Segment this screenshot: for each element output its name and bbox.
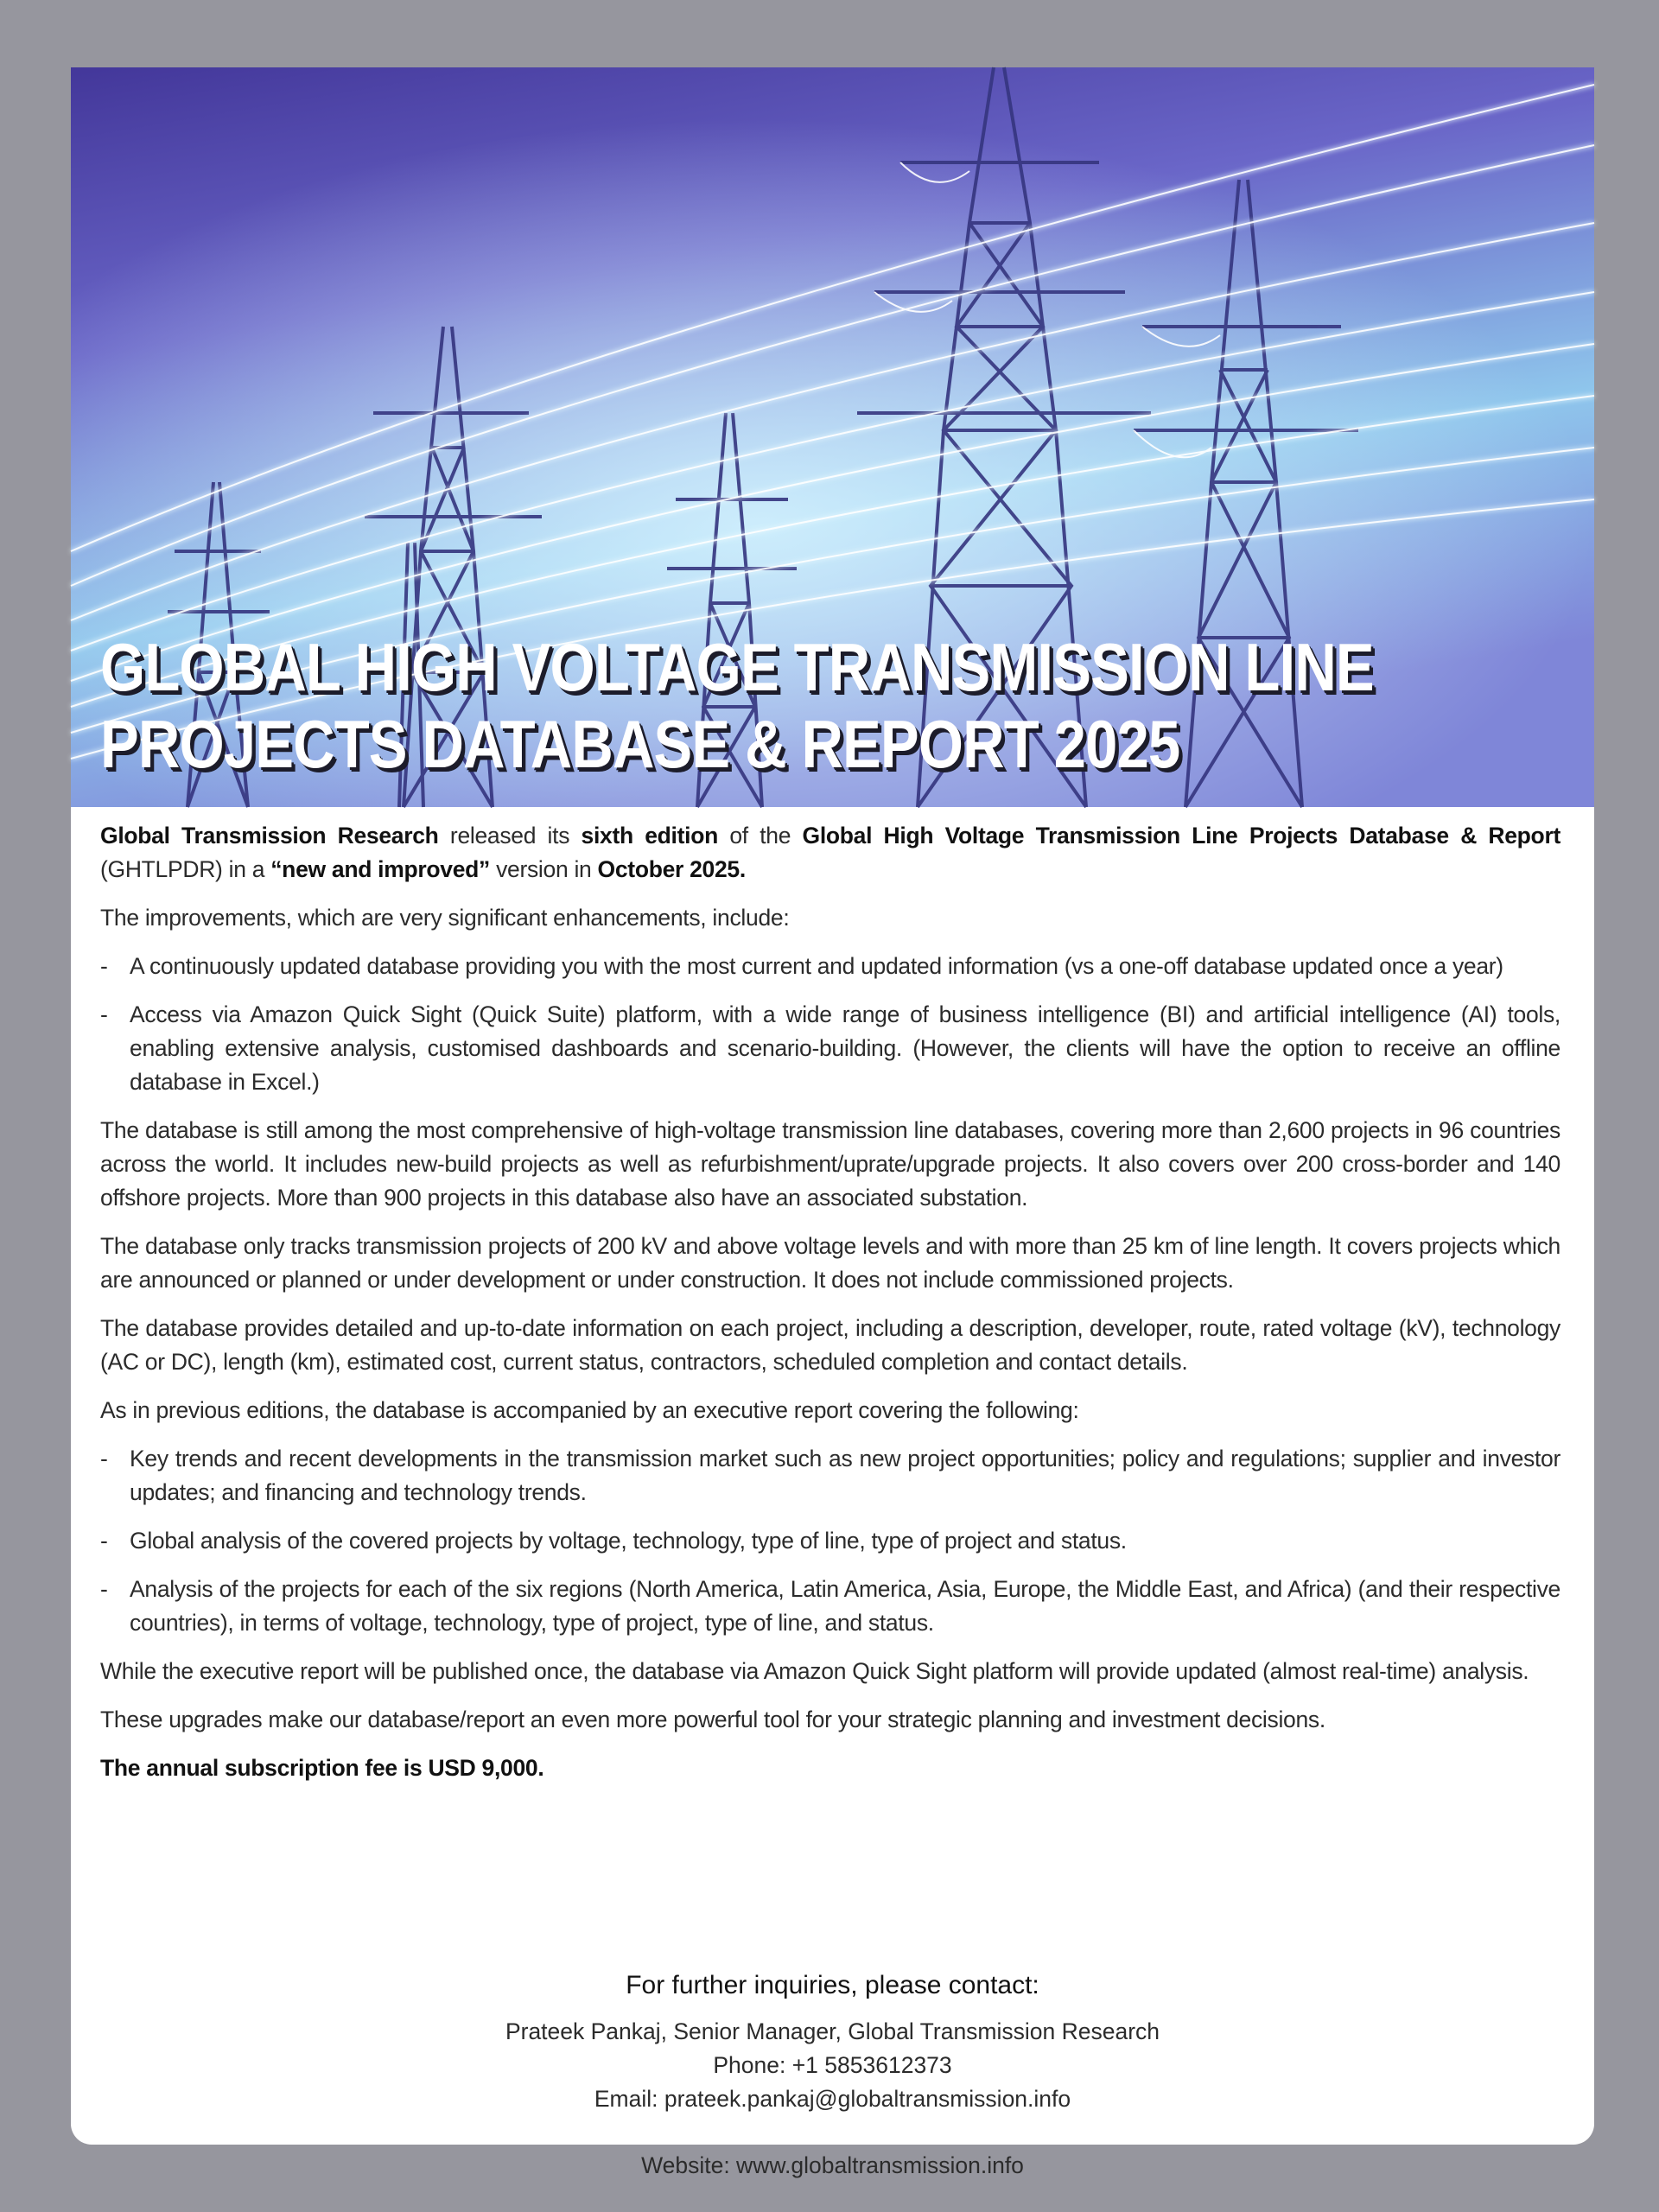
contact-name: Prateek Pankaj, Senior Manager, Global Transmission Research (505, 2018, 1160, 2044)
flyer-card (71, 67, 1594, 2178)
contact-section (71, 1968, 1594, 2183)
subscription-fee: The annual subscription fee is USD 9,000. (100, 1755, 544, 1781)
edition: sixth edition (581, 823, 718, 849)
list-item: - Key trends and recent developments in the transmission market such as new project opportunities; policy and regulations; supplier and investor updates; and financing and technology trends. (100, 1442, 1560, 1510)
paragraph: The database provides detailed and up-to-date information on each project, including a description, developer, route, rated voltage (kV), technology (AC or DC), length (km), estimated cost, current status, contractors, scheduled completion and contact details. (100, 1315, 1560, 1375)
list-item: - Analysis of the projects for each of the six regions (North America, Latin America, Asia, Europe, the Middle East, and Africa) (and their respective countries), in terms of voltage, technology, type of project, type of line, and status. (100, 1573, 1560, 1640)
release-date: October 2025. (597, 856, 746, 882)
improved-phrase: “new and improved” (270, 856, 490, 882)
hero-title (100, 629, 1374, 783)
paragraph: The database only tracks transmission projects of 200 kV and above voltage levels and with more than 25 km of line length. It covers projects which are announced or planned or under development or under construction. It does not include commissioned projects. (100, 1233, 1560, 1293)
body-text (100, 819, 1560, 1800)
hero-title-line2: PROJECTS DATABASE & REPORT 2025 (100, 706, 1180, 782)
report-name: Global High Voltage Transmission Line Projects Database & Report (802, 823, 1560, 849)
paragraph: As in previous editions, the database is accompanied by an executive report covering the following: (100, 1397, 1079, 1423)
hero-title-line1: GLOBAL HIGH VOLTAGE TRANSMISSION LINE (100, 629, 1374, 705)
website-link[interactable]: Website: www.globaltransmission.info (641, 2152, 1024, 2178)
intro-paragraph: Global Transmission Research released its sixth edition of the Global High Voltage Transmission Line Projects Database & Report (GHTLPDR) in a “new and improved” version in October 2025. (100, 823, 1560, 882)
list-item: - Access via Amazon Quick Sight (Quick Suite) platform, with a wide range of business intelligence (BI) and artificial intelligence (AI) tools, enabling extensive analysis, customised dashboards and scenario-building. (However, the clients will have the option to receive an offline database in Excel.) (100, 998, 1560, 1099)
dash: - (100, 1001, 108, 1027)
contact-email[interactable]: Email: prateek.pankaj@globaltransmission.info (594, 2086, 1071, 2112)
dash: - (100, 1528, 108, 1554)
paragraph: These upgrades make our database/report an even more powerful tool for your strategic planning and investment decisions. (100, 1707, 1325, 1732)
contact-heading: For further inquiries, please contact: (626, 1971, 1039, 1999)
paragraph: While the executive report will be published once, the database via Amazon Quick Sight platform will provide updated (almost real-time) analysis. (100, 1658, 1529, 1684)
org-name: Global Transmission Research (100, 823, 439, 849)
improvements-lead: The improvements, which are very significant enhancements, include: (100, 905, 790, 931)
paragraph: The database is still among the most comprehensive of high-voltage transmission line databases, covering more than 2,600 projects in 96 countries across the world. It includes new-build projects as well as refurbishment/uprate/upgrade projects. It also covers over 200 cross-border and 140 offshore projects. More than 900 projects in this database also have an associated substation. (100, 1117, 1560, 1211)
list-item: - Global analysis of the covered projects by voltage, technology, type of line, type of project and status. (100, 1524, 1560, 1558)
dash: - (100, 953, 108, 979)
hero-banner (71, 67, 1594, 807)
dash: - (100, 1446, 108, 1471)
dash: - (100, 1576, 108, 1602)
list-item: - A continuously updated database providing you with the most current and updated information (vs a one-off database updated once a year) (100, 950, 1560, 983)
contact-phone: Phone: +1 5853612373 (713, 2052, 952, 2078)
